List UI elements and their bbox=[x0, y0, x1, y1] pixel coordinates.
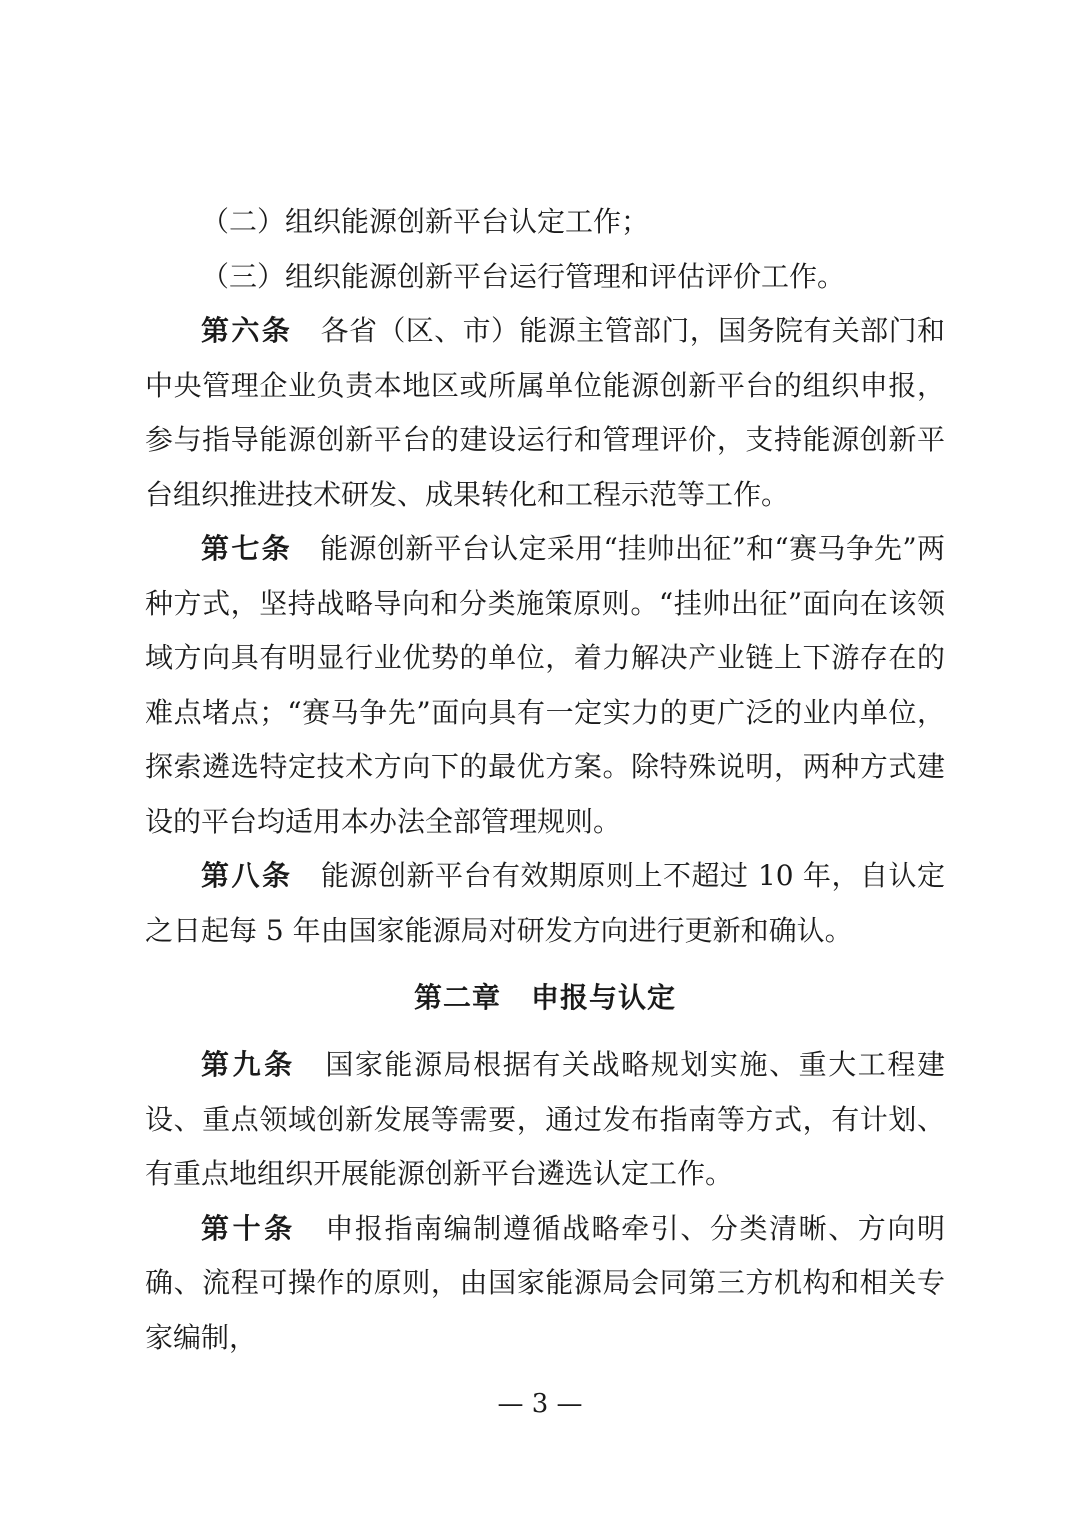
article-6 bbox=[145, 304, 945, 522]
article-label: 第八条 bbox=[201, 859, 293, 892]
article-label: 第七条 bbox=[201, 532, 292, 565]
chapter-heading bbox=[145, 958, 945, 1038]
list-item-2: （二）组织能源创新平台认定工作； bbox=[201, 205, 650, 238]
chapter-number: 第二章 bbox=[413, 981, 501, 1014]
article-text: 国家能源局根据有关战略规划实施、重大工程建设、重点领域创新发展等需要，通过发布指南等方式，有计划、有重点地组织开展能源创新平台遴选认定工作。 bbox=[145, 1048, 945, 1190]
article-text: 能源创新平台认定采用“挂帅出征”和“赛马争先”两种方式，坚持战略导向和分类施策原则。“挂帅出征”面向在该领域方向具有明显行业优势的单位，着力解决产业链上下游存在的难点堵点；“赛马争先”面向具有一定实力的更广泛的业内单位，探索遴选特定技术方向下的最优方案。除特殊说明，两种方式建设的平台均适用本办法全部管理规则。 bbox=[145, 532, 945, 838]
article-label: 第十条 bbox=[201, 1211, 296, 1245]
article-7 bbox=[145, 522, 945, 849]
article-text: 各省（区、市）能源主管部门，国务院有关部门和中央管理企业负责本地区或所属单位能源创新平台的组织申报，参与指导能源创新平台的建设运行和管理评价，支持能源创新平台组织推进技术研发、成果转化和工程示范等工作。 bbox=[145, 314, 945, 511]
page-number: — 3 — bbox=[497, 1389, 583, 1419]
article-text: 申报指南编制遵循战略牵引、分类清晰、方向明确、流程可操作的原则，由国家能源局会同第三方机构和相关专家编制， bbox=[145, 1211, 945, 1354]
article-8 bbox=[145, 849, 945, 958]
chapter-title: 申报与认定 bbox=[531, 981, 677, 1014]
article-9 bbox=[145, 1038, 945, 1202]
article-label: 第六条 bbox=[201, 314, 293, 347]
article-text: 能源创新平台有效期原则上不超过 10 年，自认定之日起每 5 年由国家能源局对研发方向进行更新和确认。 bbox=[145, 859, 945, 947]
article-label: 第九条 bbox=[201, 1048, 296, 1081]
list-item-3: （三）组织能源创新平台运行管理和评估评价工作。 bbox=[201, 259, 846, 293]
article-10 bbox=[145, 1202, 945, 1366]
document-body bbox=[145, 195, 945, 1365]
